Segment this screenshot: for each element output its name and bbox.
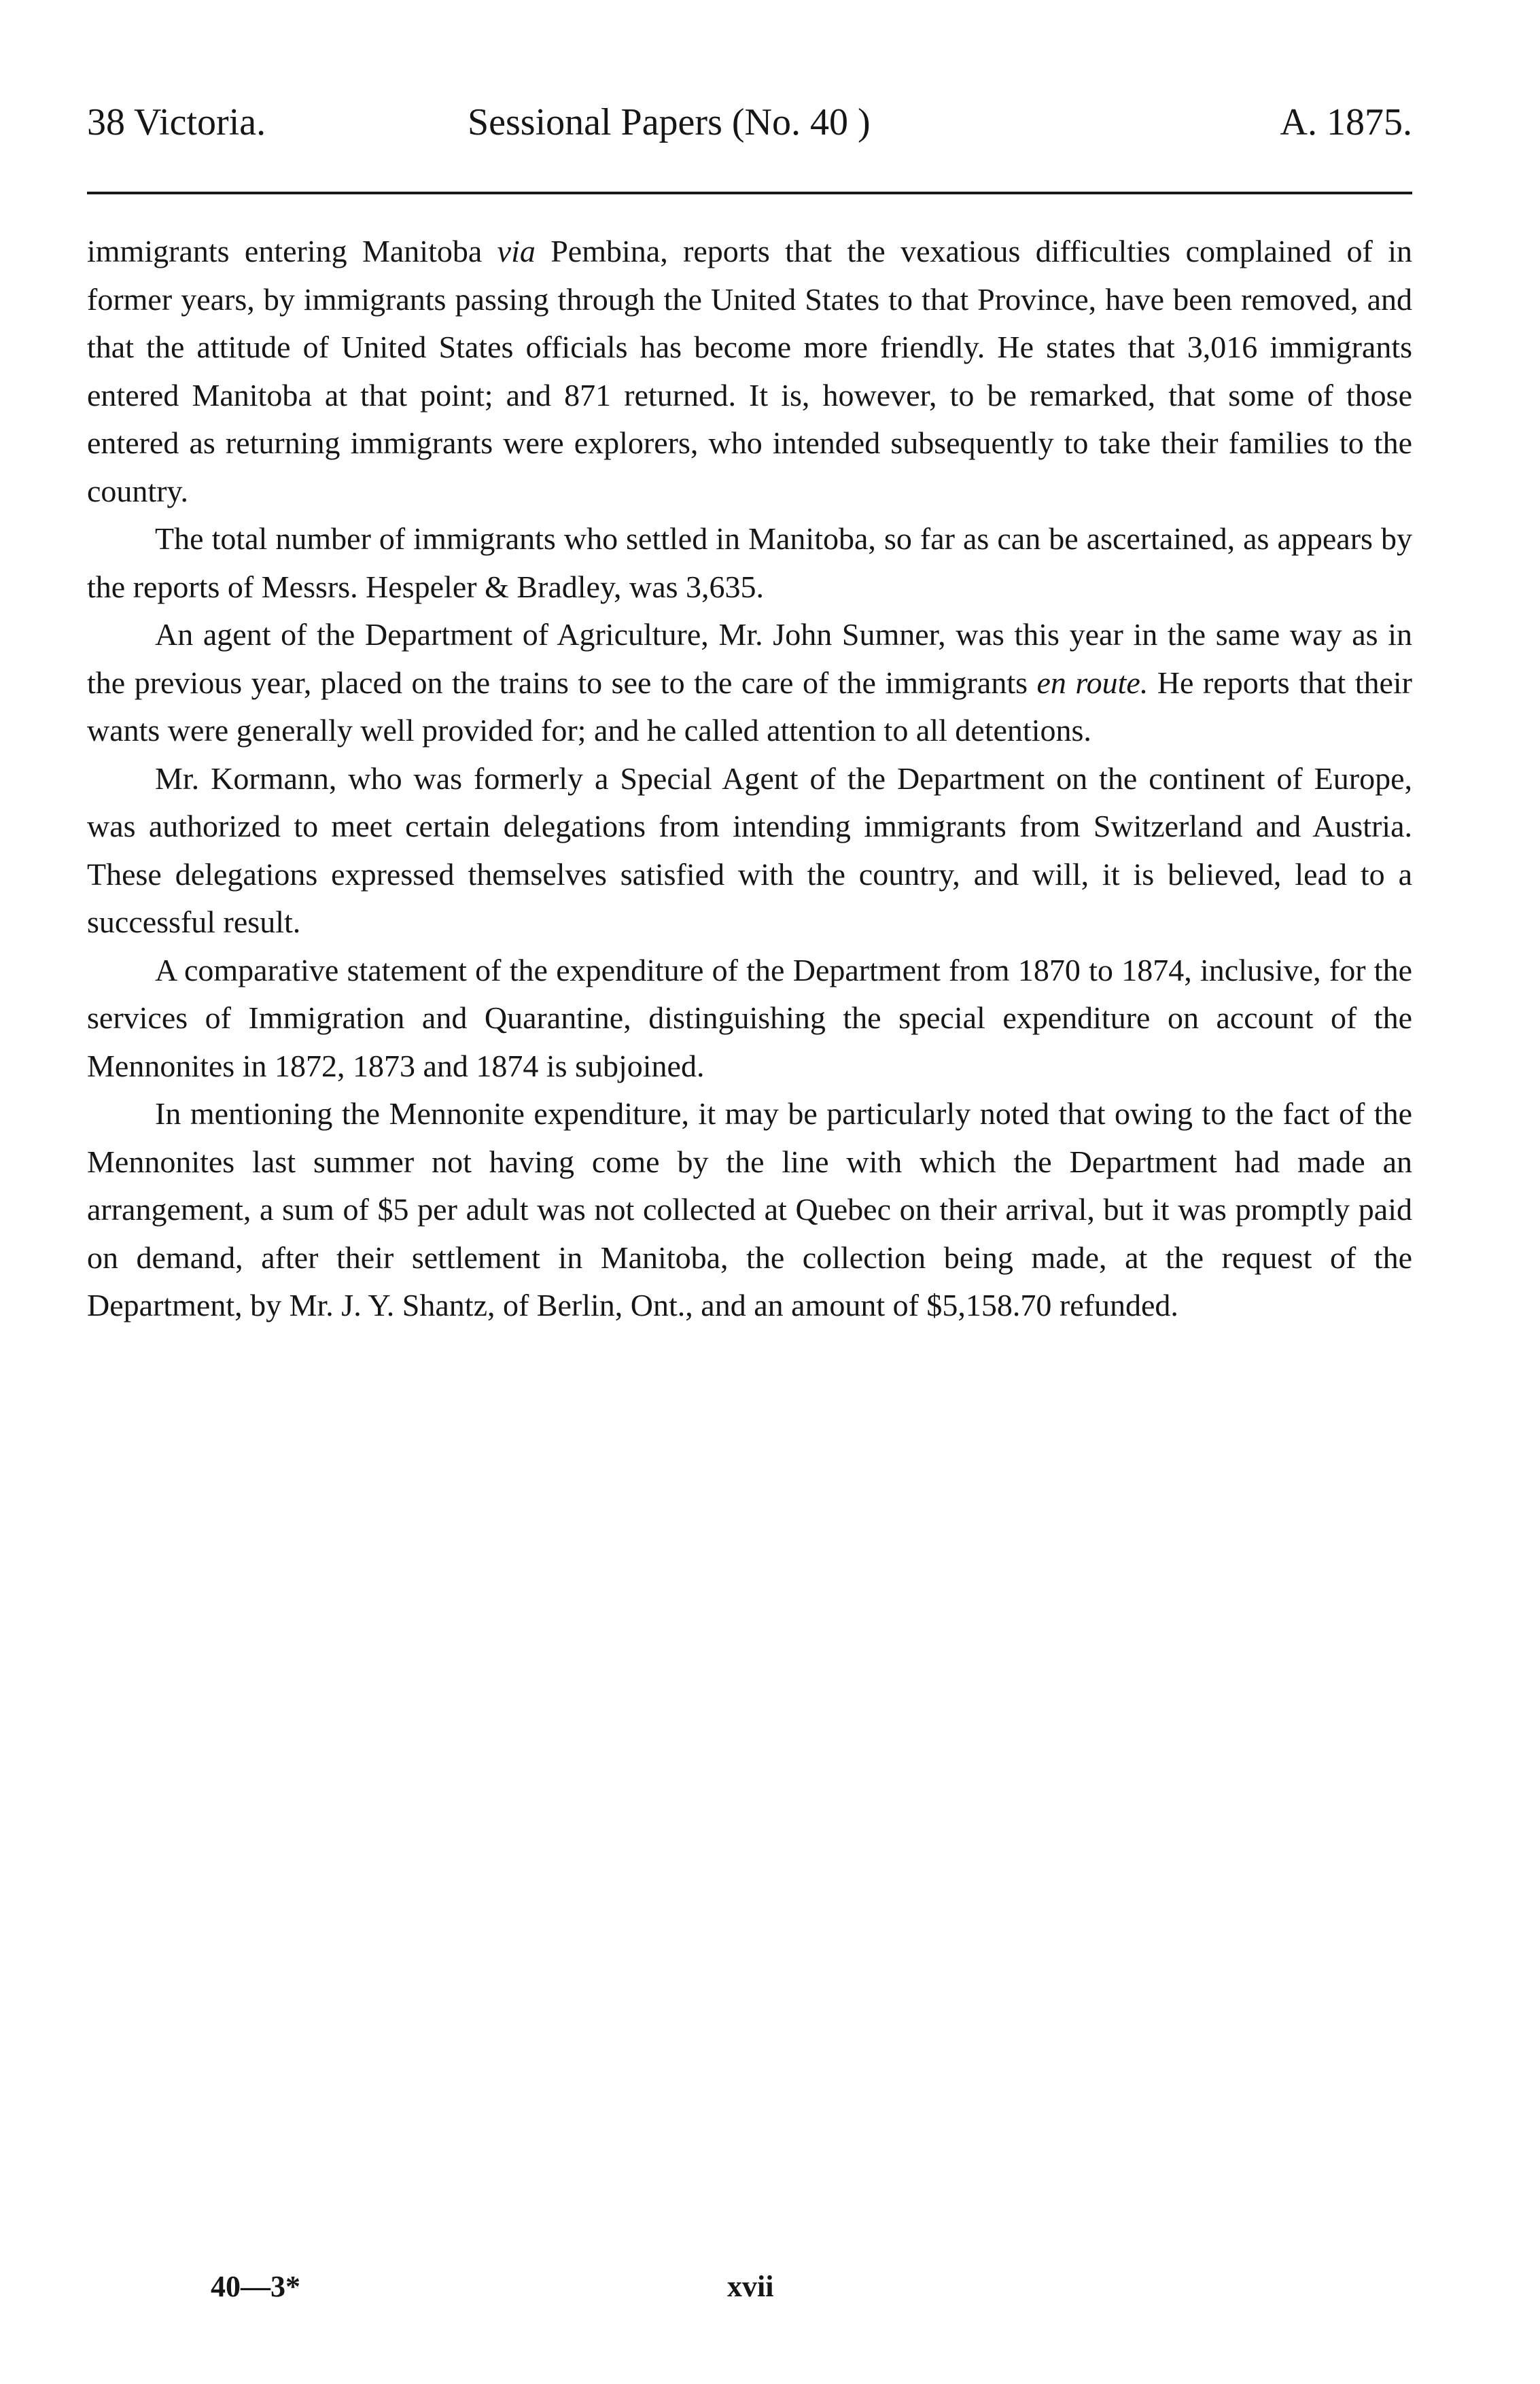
paragraph xyxy=(87,515,1412,611)
paragraph xyxy=(87,611,1412,755)
paragraph-text: immigrants entering Manitoba xyxy=(87,234,497,268)
italic-text: en route. xyxy=(1036,665,1149,700)
paragraph-text: Mr. Kormann, who was formerly a Special Agent of the Department on the continent of Europe, was authorized to meet certain delegations from intending immigrants from Switzerland and Austria. These delegations expressed themselves satisfied with the country, and will, it is believed, lead to a successful result. xyxy=(87,760,1412,939)
paragraph-text: The total number of immigrants who settled in Manitoba, so far as can be ascertained, as appears by the reports of Messrs. Hespeler & Bradley, was 3,635. xyxy=(87,521,1412,604)
paragraph-text: He reports that their wants were generally well provided for; and he called attention to all detentions. xyxy=(87,665,1412,748)
italic-text: via xyxy=(497,234,536,268)
header-session: 38 Victoria. xyxy=(87,101,266,143)
header-year: A. 1875. xyxy=(1280,101,1412,143)
header-rule xyxy=(87,192,1412,194)
header-title: Sessional Papers (No. 40 ) xyxy=(468,101,871,143)
page-number: xvii xyxy=(727,2270,774,2303)
paragraph-text: A comparative statement of the expenditure of the Department from 1870 to 1874, inclusive, for the services of Immigration and Quarantine, distinguishing the special expenditure on account of the Mennonites in 1872, 1873 and 1874 is subjoined. xyxy=(87,952,1412,1083)
paragraph-text: Pembina, reports that the vexatious difficulties complained of in former years, by immigrants passing through the United States to that Province, have been removed, and that the attitude of United States officials has become more friendly. He states that 3,016 immigrants entered Manitoba at that point; and 871 returned. It is, however, to be remarked, that some of those entered as returning immigrants were explorers, who intended subsequently to take their families to the country. xyxy=(87,234,1412,508)
paragraph xyxy=(87,1090,1412,1330)
paragraph xyxy=(87,228,1412,515)
paragraph xyxy=(87,755,1412,947)
paragraph xyxy=(87,947,1412,1091)
paragraph-text: An agent of the Department of Agriculture, Mr. John Sumner, was this year in the same way as in the previous year, placed on the trains to see to the care of the immigrants xyxy=(87,617,1412,700)
footer-signature-mark: 40—3* xyxy=(211,2270,300,2303)
body-text xyxy=(87,228,1412,1330)
running-header xyxy=(87,95,1412,150)
paragraph-text: In mentioning the Mennonite expenditure, it may be particularly noted that owing to the fact of the Mennonites last summer not having come by the line with which the Department had made an arrangement, a sum of $5 per adult was not collected at Quebec on their arrival, but it was promptly paid on demand, after their settlement in Manitoba, the collection being made, at the request of the Department, by Mr. J. Y. Shantz, of Berlin, Ont., and an amount of $5,158.70 refunded. xyxy=(87,1096,1412,1322)
page-footer xyxy=(0,2263,1540,2311)
